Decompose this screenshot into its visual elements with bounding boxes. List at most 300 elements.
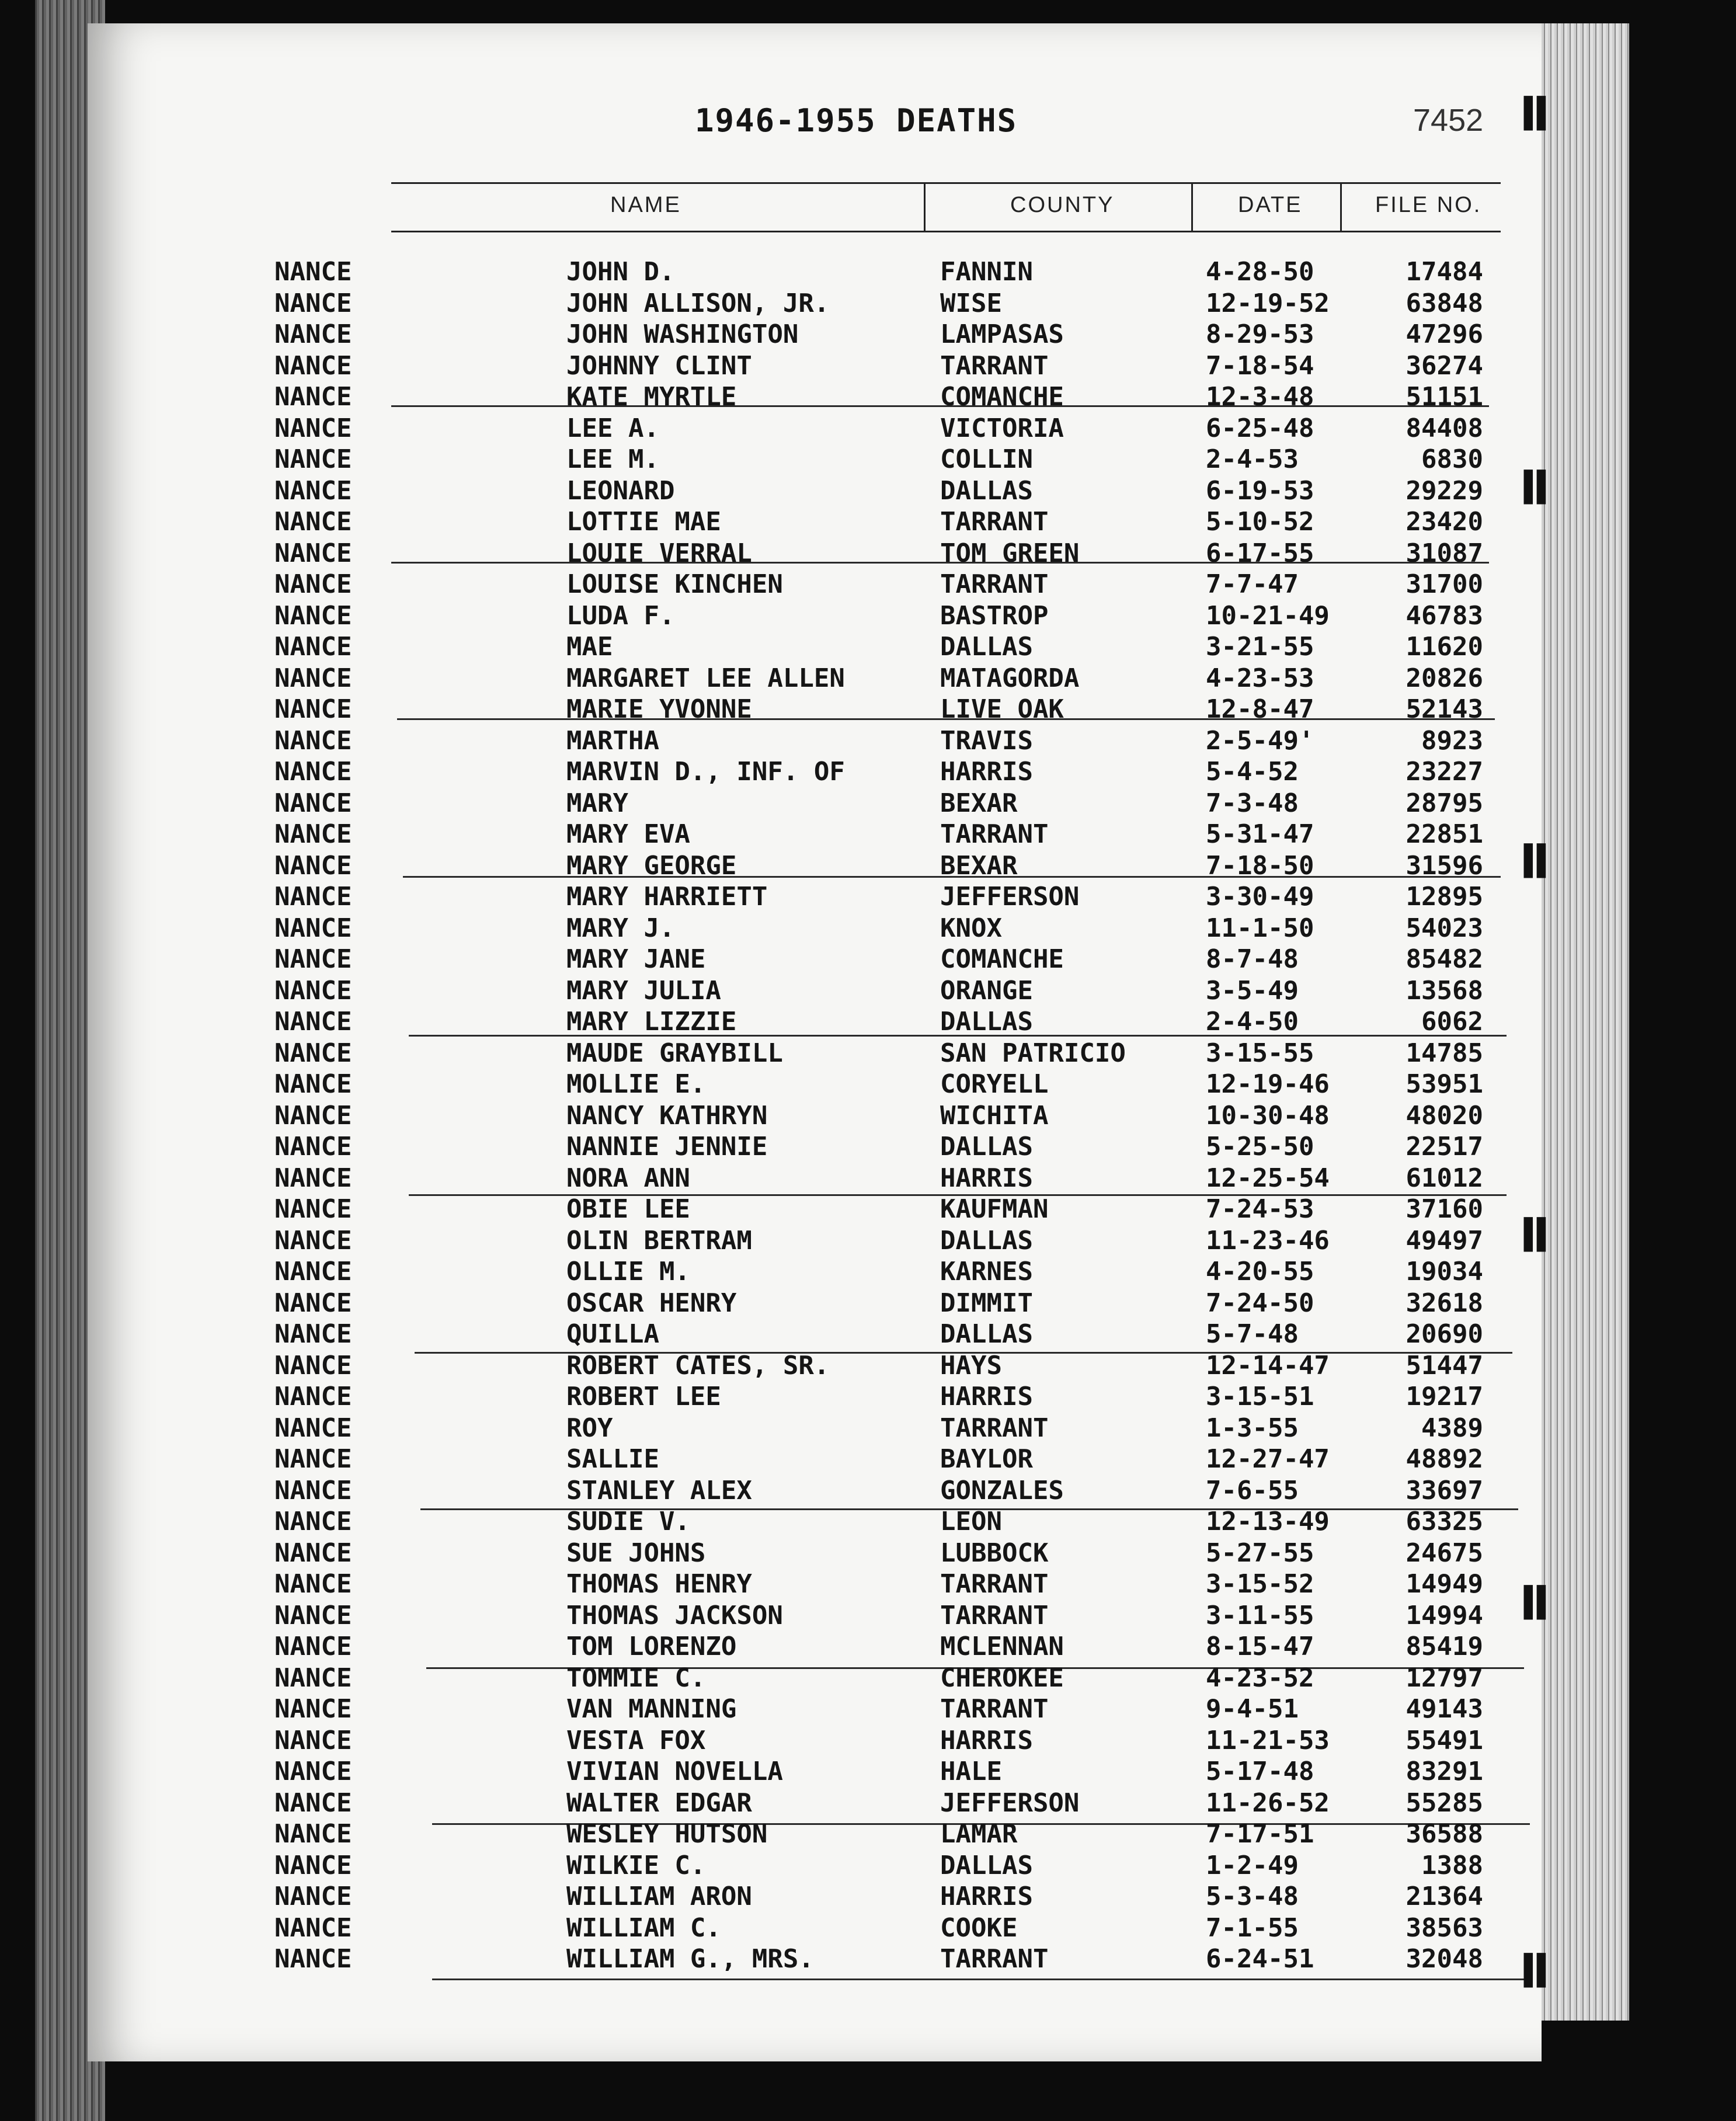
surname-cell: NANCE xyxy=(274,1163,352,1193)
given-name-cell: THOMAS HENRY xyxy=(566,1569,752,1599)
file-number-cell: 19217 xyxy=(1406,1382,1483,1411)
page-title: 1946-1955 DEATHS xyxy=(695,102,1018,139)
table-row xyxy=(274,1694,1524,1726)
file-number-cell: 36588 xyxy=(1406,1819,1483,1849)
given-name-cell: VIVIAN NOVELLA xyxy=(566,1757,783,1786)
county-cell: SAN PATRICIO xyxy=(940,1038,1126,1068)
column-header-date: DATE xyxy=(1238,193,1303,217)
table-row xyxy=(274,288,1524,320)
given-name-cell: NANCY KATHRYN xyxy=(566,1100,768,1131)
file-number-cell: 20690 xyxy=(1406,1319,1483,1349)
surname-cell: NANCE xyxy=(274,944,352,974)
table-row xyxy=(274,569,1524,601)
county-cell: DALLAS xyxy=(940,1850,1033,1880)
surname-cell: NANCE xyxy=(274,288,352,318)
index-tab-mark: ▌▌ xyxy=(1524,470,1550,504)
table-row xyxy=(274,1101,1524,1132)
county-cell: TARRANT xyxy=(940,1694,1049,1724)
date-cell: 11-26-52 xyxy=(1206,1788,1330,1818)
given-name-cell: MARTHA xyxy=(566,725,659,756)
date-cell: 3-30-49 xyxy=(1206,882,1314,912)
given-name-cell: NANNIE JENNIE xyxy=(566,1132,768,1162)
date-cell: 7-24-50 xyxy=(1206,1288,1314,1318)
death-records-list xyxy=(274,257,1524,1976)
county-cell: HARRIS xyxy=(940,1163,1033,1193)
file-number-cell: 14785 xyxy=(1406,1038,1483,1068)
given-name-cell: VESTA FOX xyxy=(566,1725,706,1755)
surname-cell: NANCE xyxy=(274,444,352,474)
county-cell: LIVE OAK xyxy=(940,694,1064,724)
given-name-cell: LUDA F. xyxy=(566,600,675,631)
county-cell: GONZALES xyxy=(940,1475,1064,1505)
surname-cell: NANCE xyxy=(274,819,352,849)
surname-cell: NANCE xyxy=(274,600,352,631)
given-name-cell: TOMMIE C. xyxy=(566,1663,706,1693)
file-number-cell: 53951 xyxy=(1406,1069,1483,1099)
table-row xyxy=(274,788,1524,820)
table-row xyxy=(274,1632,1524,1663)
given-name-cell: MAE xyxy=(566,632,613,662)
date-cell: 12-3-48 xyxy=(1206,382,1314,412)
surname-cell: NANCE xyxy=(274,1319,352,1349)
date-cell: 3-15-51 xyxy=(1206,1382,1314,1411)
surname-cell: NANCE xyxy=(274,1600,352,1630)
surname-cell: NANCE xyxy=(274,757,352,787)
date-cell: 10-30-48 xyxy=(1206,1100,1330,1131)
given-name-cell: WILLIAM C. xyxy=(566,1913,721,1943)
county-cell: CORYELL xyxy=(940,1069,1049,1099)
surname-cell: NANCE xyxy=(274,975,352,1006)
given-name-cell: MOLLIE E. xyxy=(566,1069,706,1099)
table-row xyxy=(274,1663,1524,1695)
table-row xyxy=(274,1288,1524,1320)
surname-cell: NANCE xyxy=(274,882,352,912)
county-cell: KNOX xyxy=(940,913,1002,943)
table-row xyxy=(274,538,1524,570)
date-cell: 5-17-48 xyxy=(1206,1757,1314,1786)
date-cell: 6-17-55 xyxy=(1206,538,1314,568)
file-number-cell: 17484 xyxy=(1406,257,1483,287)
given-name-cell: STANLEY ALEX xyxy=(566,1475,752,1505)
county-cell: HAYS xyxy=(940,1350,1002,1381)
surname-cell: NANCE xyxy=(274,1288,352,1318)
table-row xyxy=(274,1476,1524,1507)
table-row xyxy=(274,1319,1524,1351)
county-cell: TARRANT xyxy=(940,1944,1049,1974)
given-name-cell: LEE A. xyxy=(566,413,659,443)
surname-cell: NANCE xyxy=(274,1350,352,1381)
surname-cell: NANCE xyxy=(274,1100,352,1131)
date-cell: 2-4-53 xyxy=(1206,444,1299,474)
surname-cell: NANCE xyxy=(274,694,352,724)
table-row xyxy=(274,882,1524,913)
county-cell: LEON xyxy=(940,1507,1002,1536)
file-number-cell: 14994 xyxy=(1406,1600,1483,1630)
table-row xyxy=(274,1538,1524,1570)
county-cell: DIMMIT xyxy=(940,1288,1033,1318)
county-cell: TARRANT xyxy=(940,569,1049,599)
file-number-cell: 4389 xyxy=(1421,1413,1483,1443)
county-cell: ORANGE xyxy=(940,975,1033,1006)
surname-cell: NANCE xyxy=(274,319,352,349)
date-cell: 1-3-55 xyxy=(1206,1413,1299,1443)
table-row xyxy=(274,663,1524,695)
given-name-cell: THOMAS JACKSON xyxy=(566,1600,783,1630)
table-row xyxy=(274,726,1524,757)
county-cell: HALE xyxy=(940,1757,1002,1786)
table-row xyxy=(274,1944,1524,1976)
header-top-rule xyxy=(391,182,1501,184)
date-cell: 5-31-47 xyxy=(1206,819,1314,849)
table-row xyxy=(274,1851,1524,1882)
date-cell: 2-5-49' xyxy=(1206,725,1314,756)
given-name-cell: OLLIE M. xyxy=(566,1257,690,1286)
index-tab-mark: ▌▌ xyxy=(1524,1218,1550,1251)
date-cell: 8-29-53 xyxy=(1206,319,1314,349)
surname-cell: NANCE xyxy=(274,913,352,943)
file-number-cell: 85419 xyxy=(1406,1632,1483,1661)
file-number-cell: 28795 xyxy=(1406,788,1483,818)
table-row xyxy=(274,1757,1524,1788)
surname-cell: NANCE xyxy=(274,1663,352,1693)
given-name-cell: ROY xyxy=(566,1413,613,1443)
table-row xyxy=(274,1444,1524,1476)
given-name-cell: ROBERT LEE xyxy=(566,1382,721,1411)
surname-cell: NANCE xyxy=(274,1569,352,1599)
date-cell: 3-15-55 xyxy=(1206,1038,1314,1068)
surname-cell: NANCE xyxy=(274,569,352,599)
table-row xyxy=(274,1882,1524,1913)
surname-cell: NANCE xyxy=(274,1069,352,1099)
surname-cell: NANCE xyxy=(274,1038,352,1068)
surname-cell: NANCE xyxy=(274,1788,352,1818)
county-cell: COMANCHE xyxy=(940,944,1064,974)
county-cell: TARRANT xyxy=(940,1413,1049,1443)
given-name-cell: WALTER EDGAR xyxy=(566,1788,752,1818)
file-number-cell: 32618 xyxy=(1406,1288,1483,1318)
surname-cell: NANCE xyxy=(274,1257,352,1286)
given-name-cell: MARY J. xyxy=(566,913,675,943)
county-cell: DALLAS xyxy=(940,1225,1033,1256)
surname-cell: NANCE xyxy=(274,507,352,537)
date-cell: 11-1-50 xyxy=(1206,913,1314,943)
surname-cell: NANCE xyxy=(274,413,352,443)
table-row xyxy=(274,1163,1524,1195)
file-number-cell: 48892 xyxy=(1406,1444,1483,1474)
given-name-cell: LEONARD xyxy=(566,475,675,506)
file-number-cell: 55491 xyxy=(1406,1725,1483,1755)
file-number-cell: 51447 xyxy=(1406,1350,1483,1381)
table-row xyxy=(274,1819,1524,1851)
file-number-cell: 52143 xyxy=(1406,694,1483,724)
date-cell: 7-3-48 xyxy=(1206,788,1299,818)
table-row xyxy=(274,1413,1524,1445)
surname-cell: NANCE xyxy=(274,1882,352,1911)
surname-cell: NANCE xyxy=(274,1694,352,1724)
given-name-cell: JOHN ALLISON, JR. xyxy=(566,288,830,318)
file-number-cell: 54023 xyxy=(1406,913,1483,943)
file-number-cell: 8923 xyxy=(1421,725,1483,756)
table-row xyxy=(274,1569,1524,1601)
table-row xyxy=(274,819,1524,851)
given-name-cell: LOUISE KINCHEN xyxy=(566,569,783,599)
index-tab-mark: ▌▌ xyxy=(1524,96,1550,130)
index-tab-mark: ▌▌ xyxy=(1524,1585,1550,1619)
file-number-cell: 48020 xyxy=(1406,1100,1483,1131)
date-cell: 5-3-48 xyxy=(1206,1882,1299,1911)
date-cell: 7-18-50 xyxy=(1206,850,1314,881)
county-cell: DALLAS xyxy=(940,1132,1033,1162)
table-row xyxy=(274,1382,1524,1413)
file-number-cell: 46783 xyxy=(1406,600,1483,631)
surname-cell: NANCE xyxy=(274,475,352,506)
table-row xyxy=(274,1507,1524,1538)
file-number-cell: 63848 xyxy=(1406,288,1483,318)
date-cell: 12-13-49 xyxy=(1206,1507,1330,1536)
file-number-cell: 31087 xyxy=(1406,538,1483,568)
file-number-cell: 84408 xyxy=(1406,413,1483,443)
file-number-cell: 12895 xyxy=(1406,882,1483,912)
date-cell: 7-1-55 xyxy=(1206,1913,1299,1943)
county-cell: TOM GREEN xyxy=(940,538,1080,568)
surname-cell: NANCE xyxy=(274,1413,352,1443)
surname-cell: NANCE xyxy=(274,257,352,287)
file-number-cell: 11620 xyxy=(1406,632,1483,662)
file-number-cell: 22517 xyxy=(1406,1132,1483,1162)
table-row xyxy=(274,413,1524,445)
given-name-cell: JOHN WASHINGTON xyxy=(566,319,799,349)
table-row xyxy=(274,1038,1524,1070)
county-cell: COOKE xyxy=(940,1913,1018,1943)
county-cell: HARRIS xyxy=(940,1725,1033,1755)
index-tab-mark: ▌▌ xyxy=(1524,1953,1550,1987)
county-cell: TARRANT xyxy=(940,1569,1049,1599)
date-cell: 7-24-53 xyxy=(1206,1194,1314,1224)
date-cell: 12-8-47 xyxy=(1206,694,1314,724)
surname-cell: NANCE xyxy=(274,788,352,818)
surname-cell: NANCE xyxy=(274,1225,352,1256)
date-cell: 6-25-48 xyxy=(1206,413,1314,443)
surname-cell: NANCE xyxy=(274,1819,352,1849)
given-name-cell: MARY GEORGE xyxy=(566,850,737,881)
file-number-cell: 20826 xyxy=(1406,663,1483,693)
surname-cell: NANCE xyxy=(274,632,352,662)
surname-cell: NANCE xyxy=(274,1538,352,1568)
given-name-cell: KATE MYRTLE xyxy=(566,382,737,412)
table-row xyxy=(274,1913,1524,1945)
county-cell: BAYLOR xyxy=(940,1444,1033,1474)
group-separator-rule xyxy=(432,1979,1530,1980)
surname-cell: NANCE xyxy=(274,663,352,693)
given-name-cell: QUILLA xyxy=(566,1319,659,1349)
given-name-cell: OBIE LEE xyxy=(566,1194,690,1224)
county-cell: BEXAR xyxy=(940,788,1018,818)
table-row xyxy=(274,976,1524,1007)
date-cell: 8-7-48 xyxy=(1206,944,1299,974)
county-cell: WICHITA xyxy=(940,1100,1049,1131)
file-number-cell: 6830 xyxy=(1421,444,1483,474)
date-cell: 5-27-55 xyxy=(1206,1538,1314,1568)
file-number-cell: 12797 xyxy=(1406,1663,1483,1693)
file-number-cell: 85482 xyxy=(1406,944,1483,974)
date-cell: 12-19-46 xyxy=(1206,1069,1330,1099)
county-cell: TARRANT xyxy=(940,819,1049,849)
table-row xyxy=(274,382,1524,413)
given-name-cell: WILLIAM ARON xyxy=(566,1882,752,1911)
table-row xyxy=(274,944,1524,976)
given-name-cell: LOTTIE MAE xyxy=(566,507,721,537)
county-cell: DALLAS xyxy=(940,632,1033,662)
date-cell: 5-10-52 xyxy=(1206,507,1314,537)
county-cell: TARRANT xyxy=(940,507,1049,537)
given-name-cell: OSCAR HENRY xyxy=(566,1288,737,1318)
surname-cell: NANCE xyxy=(274,350,352,381)
file-number-cell: 83291 xyxy=(1406,1757,1483,1786)
county-cell: VICTORIA xyxy=(940,413,1064,443)
given-name-cell: LEE M. xyxy=(566,444,659,474)
county-cell: JEFFERSON xyxy=(940,1788,1080,1818)
table-row xyxy=(274,757,1524,788)
surname-cell: NANCE xyxy=(274,1444,352,1474)
surname-cell: NANCE xyxy=(274,1507,352,1536)
county-cell: LAMPASAS xyxy=(940,319,1064,349)
surname-cell: NANCE xyxy=(274,538,352,568)
column-header-name: NAME xyxy=(610,193,681,217)
date-cell: 7-7-47 xyxy=(1206,569,1299,599)
file-number-cell: 33697 xyxy=(1406,1475,1483,1505)
county-cell: HARRIS xyxy=(940,1382,1033,1411)
given-name-cell: MARY JANE xyxy=(566,944,706,974)
given-name-cell: TOM LORENZO xyxy=(566,1632,737,1661)
date-cell: 6-24-51 xyxy=(1206,1944,1314,1974)
file-number-cell: 49497 xyxy=(1406,1225,1483,1256)
page-edge-stack xyxy=(1542,23,1629,2021)
date-cell: 12-27-47 xyxy=(1206,1444,1330,1474)
county-cell: DALLAS xyxy=(940,1319,1033,1349)
date-cell: 6-19-53 xyxy=(1206,475,1314,506)
county-cell: TRAVIS xyxy=(940,725,1033,756)
given-name-cell: SUDIE V. xyxy=(566,1507,690,1536)
county-cell: COMANCHE xyxy=(940,382,1064,412)
date-cell: 2-4-50 xyxy=(1206,1007,1299,1037)
date-cell: 7-6-55 xyxy=(1206,1475,1299,1505)
given-name-cell: MAUDE GRAYBILL xyxy=(566,1038,783,1068)
county-cell: BEXAR xyxy=(940,850,1018,881)
given-name-cell: VAN MANNING xyxy=(566,1694,737,1724)
file-number-cell: 24675 xyxy=(1406,1538,1483,1568)
file-number-cell: 14949 xyxy=(1406,1569,1483,1599)
county-cell: DALLAS xyxy=(940,1007,1033,1037)
given-name-cell: MARY LIZZIE xyxy=(566,1007,737,1037)
given-name-cell: MARGARET LEE ALLEN xyxy=(566,663,845,693)
file-number-cell: 37160 xyxy=(1406,1194,1483,1224)
table-row xyxy=(274,632,1524,663)
table-row xyxy=(274,851,1524,882)
table-row xyxy=(274,1726,1524,1757)
date-cell: 8-15-47 xyxy=(1206,1632,1314,1661)
column-header-file-no: FILE NO. xyxy=(1375,193,1482,217)
date-cell: 3-5-49 xyxy=(1206,975,1299,1006)
table-row xyxy=(274,1194,1524,1226)
file-number-cell: 1388 xyxy=(1421,1850,1483,1880)
table-row xyxy=(274,1226,1524,1257)
file-number-cell: 23420 xyxy=(1406,507,1483,537)
surname-cell: NANCE xyxy=(274,1194,352,1224)
county-cell: HARRIS xyxy=(940,1882,1033,1911)
county-cell: BASTROP xyxy=(940,600,1049,631)
given-name-cell: MARY JULIA xyxy=(566,975,721,1006)
table-row xyxy=(274,351,1524,383)
given-name-cell: SALLIE xyxy=(566,1444,659,1474)
date-cell: 9-4-51 xyxy=(1206,1694,1299,1724)
table-row xyxy=(274,1351,1524,1382)
file-number-cell: 36274 xyxy=(1406,350,1483,381)
given-name-cell: MARY EVA xyxy=(566,819,690,849)
date-cell: 7-17-51 xyxy=(1206,1819,1314,1849)
column-divider-date xyxy=(1191,182,1193,232)
surname-cell: NANCE xyxy=(274,1475,352,1505)
county-cell: JEFFERSON xyxy=(940,882,1080,912)
county-cell: HARRIS xyxy=(940,757,1033,787)
date-cell: 12-25-54 xyxy=(1206,1163,1330,1193)
date-cell: 12-19-52 xyxy=(1206,288,1330,318)
table-row xyxy=(274,319,1524,351)
table-row xyxy=(274,1601,1524,1632)
given-name-cell: JOHN D. xyxy=(566,257,675,287)
file-number-cell: 63325 xyxy=(1406,1507,1483,1536)
table-row xyxy=(274,507,1524,538)
index-tab-mark: ▌▌ xyxy=(1524,844,1550,878)
surname-cell: NANCE xyxy=(274,1757,352,1786)
surname-cell: NANCE xyxy=(274,1944,352,1974)
given-name-cell: MARY xyxy=(566,788,628,818)
date-cell: 5-25-50 xyxy=(1206,1132,1314,1162)
given-name-cell: OLIN BERTRAM xyxy=(566,1225,752,1256)
surname-cell: NANCE xyxy=(274,1725,352,1755)
county-cell: DALLAS xyxy=(940,475,1033,506)
date-cell: 3-11-55 xyxy=(1206,1600,1314,1630)
file-number-cell: 49143 xyxy=(1406,1694,1483,1724)
surname-cell: NANCE xyxy=(274,1850,352,1880)
county-cell: MATAGORDA xyxy=(940,663,1080,693)
column-header-county: COUNTY xyxy=(1010,193,1115,217)
table-row xyxy=(274,601,1524,632)
table-row xyxy=(274,257,1524,288)
county-cell: TARRANT xyxy=(940,1600,1049,1630)
given-name-cell: WILLIAM G., MRS. xyxy=(566,1944,814,1974)
surname-cell: NANCE xyxy=(274,1382,352,1411)
file-number-cell: 13568 xyxy=(1406,975,1483,1006)
page-number: 7452 xyxy=(1413,103,1484,138)
given-name-cell: WESLEY HUTSON xyxy=(566,1819,768,1849)
file-number-cell: 19034 xyxy=(1406,1257,1483,1286)
given-name-cell: SUE JOHNS xyxy=(566,1538,706,1568)
date-cell: 7-18-54 xyxy=(1206,350,1314,381)
county-cell: COLLIN xyxy=(940,444,1033,474)
date-cell: 4-23-52 xyxy=(1206,1663,1314,1693)
county-cell: MCLENNAN xyxy=(940,1632,1064,1661)
date-cell: 4-23-53 xyxy=(1206,663,1314,693)
given-name-cell: NORA ANN xyxy=(566,1163,690,1193)
file-number-cell: 55285 xyxy=(1406,1788,1483,1818)
column-divider-county xyxy=(924,182,926,232)
header-bottom-rule xyxy=(391,231,1501,232)
date-cell: 4-20-55 xyxy=(1206,1257,1314,1286)
given-name-cell: MARVIN D., INF. OF xyxy=(566,757,845,787)
given-name-cell: MARY HARRIETT xyxy=(566,882,768,912)
county-cell: CHEROKEE xyxy=(940,1663,1064,1693)
file-number-cell: 22851 xyxy=(1406,819,1483,849)
